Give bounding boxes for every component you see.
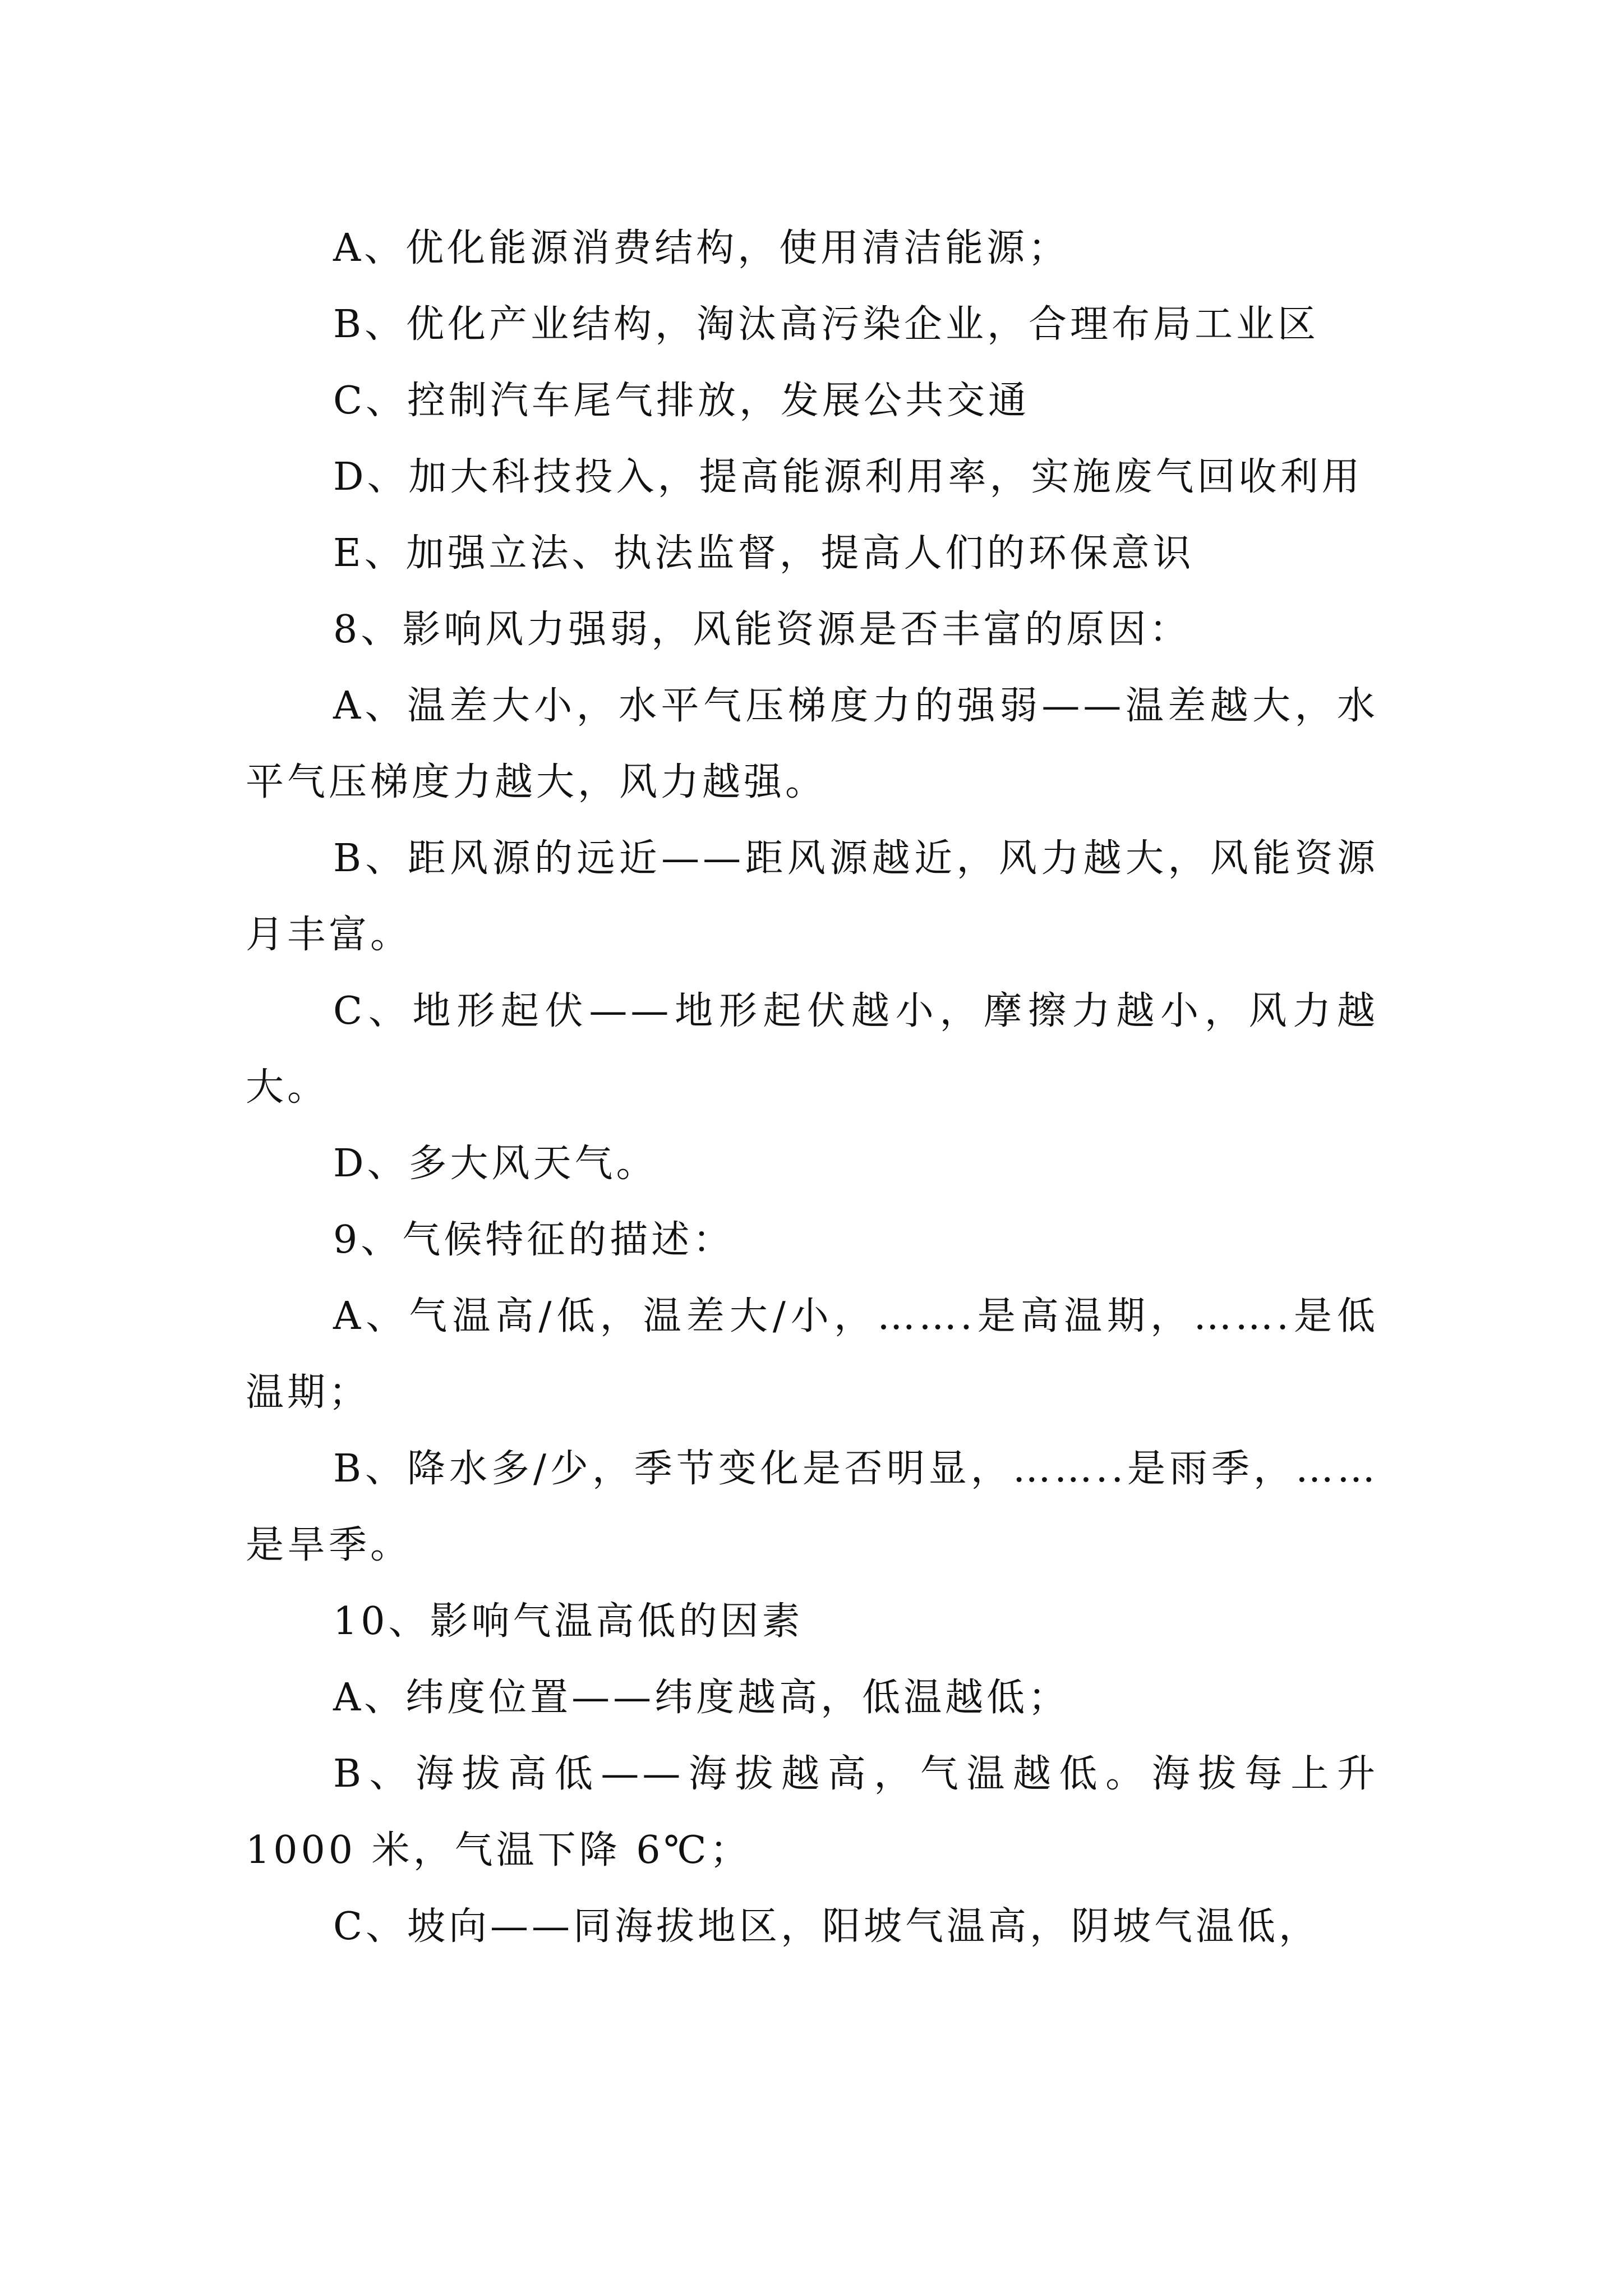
heading-climate-description: 9、气候特征的描述： <box>333 1218 735 1262</box>
paragraph-measure-a: A、优化能源消费结构，使用清洁能源； <box>333 226 1070 270</box>
paragraph-wind-a: A、温差大小，水平气压梯度力的强弱——温差越大，水平气压梯度力越大，风力越强。 <box>246 684 1378 804</box>
paragraph-measure-c: C、控制汽车尾气排放，发展公共交通 <box>333 379 1030 423</box>
heading-temperature-factors: 10、影响气温高低的因素 <box>333 1599 804 1644</box>
paragraph-temperature-b: B、海拔高低——海拔越高，气温越低。海拔每上升 1000 米，气温下降 6℃； <box>246 1752 1378 1872</box>
paragraph-temperature-c: C、坡向——同海拔地区，阳坡气温高，阴坡气温低， <box>333 1904 1321 1949</box>
paragraph-temperature-a: A、纬度位置——纬度越高，低温越低； <box>333 1676 1070 1720</box>
paragraph-wind-b: B、距风源的远近——距风源越近，风力越大，风能资源月丰富。 <box>246 836 1378 957</box>
paragraph-wind-c: C、地形起伏——地形起伏越小，摩擦力越小，风力越大。 <box>246 989 1378 1110</box>
paragraph-measure-e: E、加强立法、执法监督，提高人们的环保意识 <box>333 531 1195 576</box>
document-page <box>246 210 1378 1965</box>
paragraph-measure-b: B、优化产业结构，淘汰高污染企业，合理布局工业区 <box>333 302 1319 347</box>
paragraph-climate-a: A、气温高/低，温差大/小，…….是高温期，…….是低温期； <box>246 1294 1378 1415</box>
paragraph-climate-b: B、降水多/少，季节变化是否明显，……..是雨季，……是旱季。 <box>246 1447 1378 1567</box>
heading-wind-factors: 8、影响风力强弱，风能资源是否丰富的原因： <box>333 608 1191 652</box>
paragraph-measure-d: D、加大科技投入，提高能源利用率，实施废气回收利用 <box>333 455 1363 499</box>
paragraph-wind-d: D、多大风天气。 <box>333 1142 658 1186</box>
